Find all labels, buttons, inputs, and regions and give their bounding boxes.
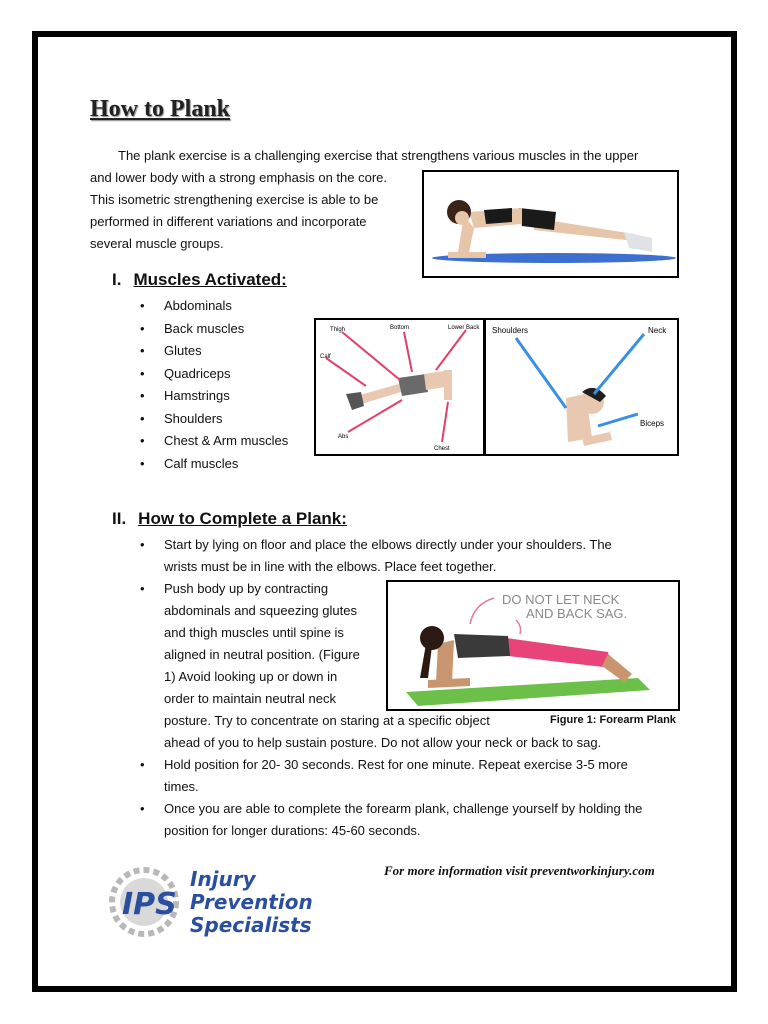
intro-line-5: several muscle groups.	[90, 236, 224, 251]
step-2-line: and thigh muscles until spine is	[164, 625, 344, 640]
section-2-numeral: II.	[112, 509, 127, 528]
list-item	[140, 798, 680, 842]
step-2-line: ahead of you to help sustain posture. Do not allow your neck or back to sag.	[164, 735, 602, 750]
label-biceps: Biceps	[640, 419, 665, 428]
logo-abbrev: IPS	[122, 887, 177, 922]
label-chest: Chest	[434, 446, 450, 452]
step-2-line: 1) Avoid looking up or down in	[164, 669, 338, 684]
list-item: • Calf muscles	[140, 453, 288, 476]
list-item: • Abdominals	[140, 295, 288, 318]
label-shoulders: Shoulders	[492, 326, 529, 335]
section-1-label: Muscles Activated:	[133, 270, 287, 289]
section-complete-heading	[112, 509, 347, 529]
label-neck: Neck	[648, 326, 667, 335]
step-1-line-2: wrists must be in line with the elbows. Place feet together.	[164, 559, 497, 574]
list-item: • Back muscles	[140, 318, 288, 341]
intro-line-1: The plank exercise is a challenging exercise that strengthens various muscles in the upper	[118, 148, 639, 163]
list-item	[140, 534, 680, 578]
section-1-numeral: I.	[112, 270, 122, 289]
bullet: •	[140, 801, 145, 816]
muscles-list	[140, 295, 288, 475]
figure-caption: Figure 1: Forearm Plank	[550, 714, 676, 726]
bullet: •	[140, 757, 145, 772]
label-thigh: Thigh	[330, 327, 346, 333]
label-bottom: Bottom	[390, 325, 410, 331]
step-2-line: Push body up by contracting	[164, 581, 329, 596]
warning-line-1: DO NOT LET NECK	[502, 592, 620, 607]
list-item: • Quadriceps	[140, 363, 288, 386]
list-item	[140, 754, 680, 798]
label-abs: Abs	[338, 434, 349, 440]
plank-photo-top	[422, 170, 679, 278]
logo-line-3: Specialists	[190, 913, 312, 937]
section-muscles-heading	[112, 270, 287, 290]
step-2-line: order to maintain neutral neck	[164, 691, 336, 706]
footer-info-text: For more information visit preventworkinjury.com	[384, 863, 655, 878]
step-1-line-1: Start by lying on floor and place the elbows directly under your shoulders. The	[164, 537, 612, 552]
bullet: •	[140, 537, 145, 552]
step-3-line-1: Hold position for 20- 30 seconds. Rest for one minute. Repeat exercise 3-5 more	[164, 757, 628, 772]
warning-line-2: AND BACK SAG.	[526, 606, 628, 621]
ips-logo	[106, 862, 316, 942]
label-calf: Calf	[320, 354, 331, 360]
page-title: How to Plank	[90, 96, 231, 122]
intro-line-3: This isometric strengthening exercise is able to be	[90, 192, 379, 207]
list-item: • Chest & Arm muscles	[140, 430, 288, 453]
logo-line-1: Injury	[190, 867, 256, 891]
list-item: • Glutes	[140, 340, 288, 363]
upper-body-muscle-diagram	[484, 318, 679, 456]
list-item: • Hamstrings	[140, 385, 288, 408]
step-2-line: aligned in neutral position. (Figure	[164, 647, 360, 662]
list-item: • Shoulders	[140, 408, 288, 431]
step-2-line: posture. Try to concentrate on staring at a specific object	[164, 713, 490, 728]
step-4-line-2: position for longer durations: 45-60 seconds.	[164, 823, 421, 838]
bullet: •	[140, 581, 145, 596]
lower-body-muscle-diagram	[314, 318, 485, 456]
step-3-line-2: times.	[164, 779, 199, 794]
intro-line-2: and lower body with a strong emphasis on the core.	[90, 170, 388, 185]
logo-line-2: Prevention	[190, 890, 313, 914]
intro-line-4: performed in different variations and incorporate	[90, 214, 367, 229]
step-2-line: abdominals and squeezing glutes	[164, 603, 357, 618]
forearm-plank-figure	[386, 580, 680, 711]
section-2-label: How to Complete a Plank:	[138, 509, 347, 528]
label-lower-back: Lower Back	[448, 325, 480, 331]
step-4-line-1: Once you are able to complete the forearm plank, challenge yourself by holding the	[164, 801, 643, 816]
